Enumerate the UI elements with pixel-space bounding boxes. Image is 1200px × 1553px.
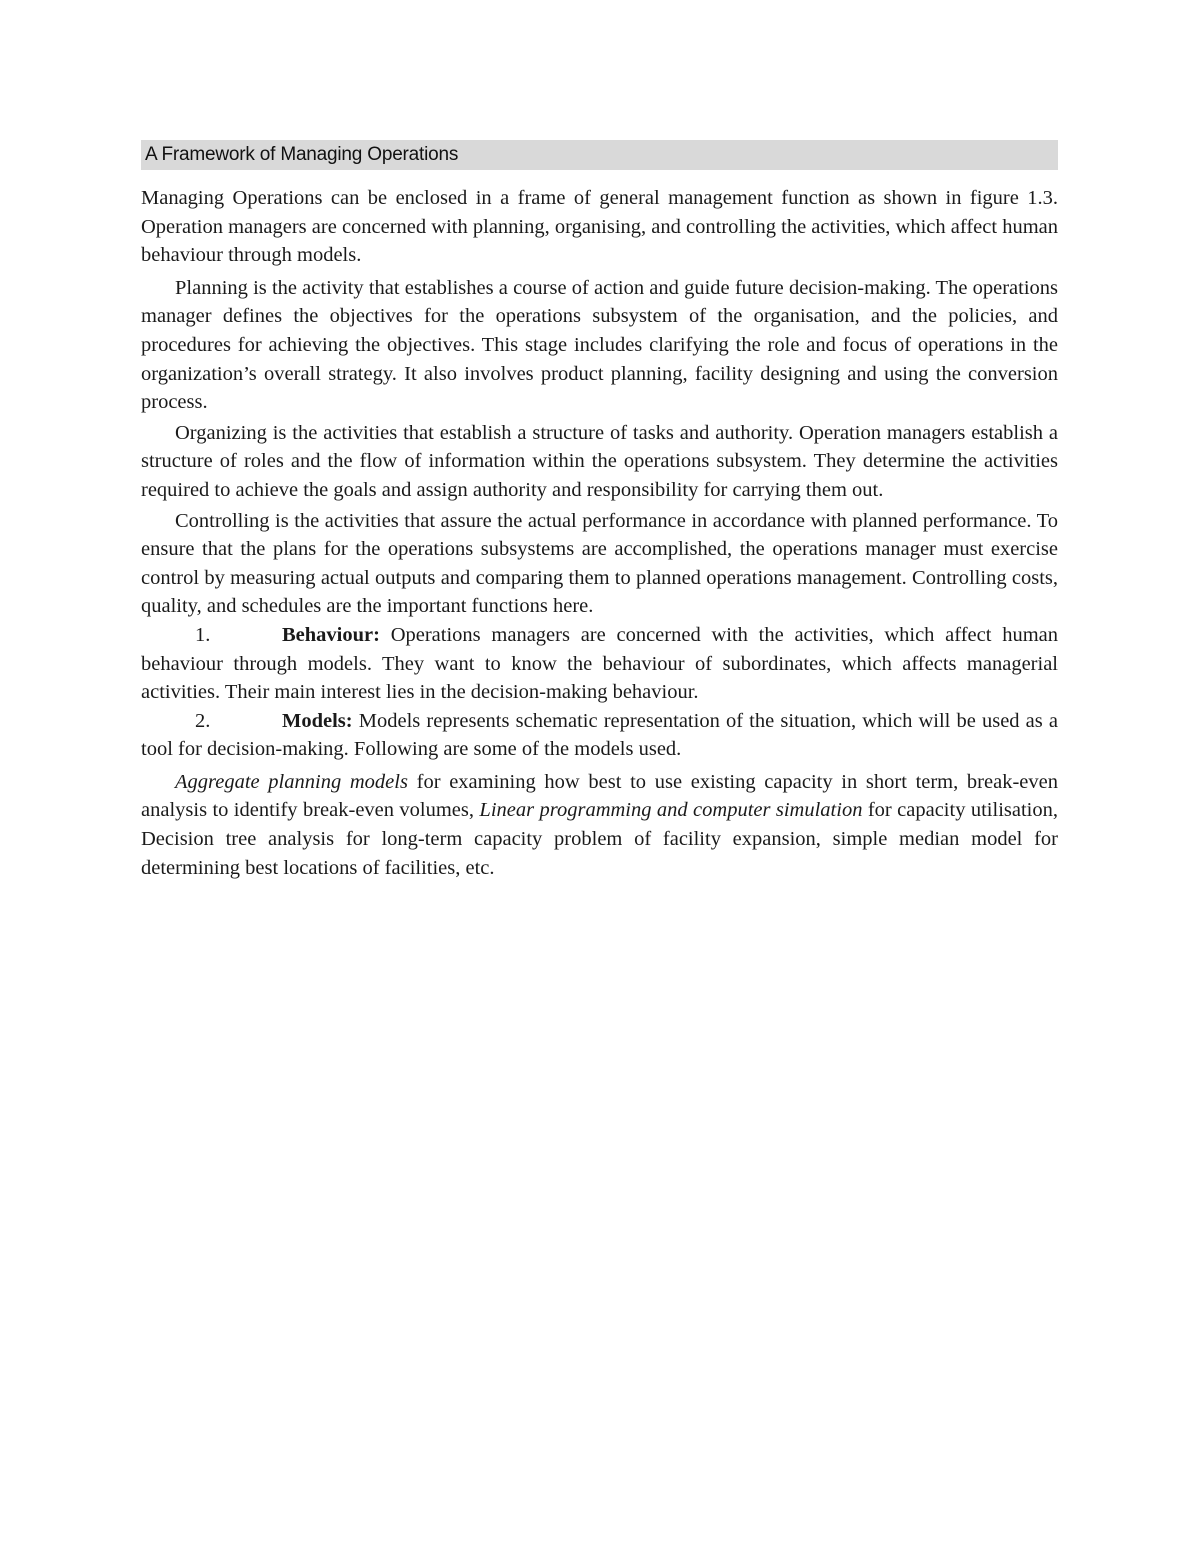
intro-paragraph: Managing Operations can be enclosed in a frame of general management function as shown in figure 1.3. Operation managers are concerned with planning, organising, and controlling the activities, which affect human behaviour through models. (141, 187, 1058, 267)
list-text: Models represents schematic representation of the situation, which will be used as a tool for decision-making. Following are some of the models used. (141, 709, 1058, 761)
list-number: 2. (195, 709, 211, 732)
list-text: Operations managers are concerned with the activities, which affect human behaviour through models. They want to know the behaviour of subordinates, which affects managerial activities. Their main interest lies in the decision-making behaviour. (141, 623, 1058, 704)
list-number: 1. (195, 623, 211, 646)
planning-paragraph: Planning is the activity that establishes a course of action and guide future decision-making. The operations manager defines the objectives for the operations subsystem of the organisation, and the policies, and procedures for achieving the objectives. This stage includes clarifying the role and focus of operations in the organization’s overall strategy. It also involves product planning, facility designing and using the conversion process. (141, 276, 1058, 414)
list-term: Models: (282, 709, 353, 732)
document-page (141, 140, 1058, 882)
section-heading: A Framework of Managing Operations (141, 140, 1058, 170)
models-text-2: for examining how best to use existing capacity in short term, break-even analysis to identify break-even volumes, (141, 770, 1058, 822)
list-item-models (141, 707, 1058, 764)
models-paragraph (141, 768, 1058, 882)
list-item-behaviour (141, 621, 1058, 707)
models-italic-3: Linear programming and computer simulation (479, 799, 863, 822)
controlling-paragraph: Controlling is the activities that assure the actual performance in accordance with planned performance. To ensure that the plans for the operations subsystems are accomplished, the operations manager must exercise control by measuring actual outputs and comparing them to planned operations management. Controlling costs, quality, and schedules are the important functions here. (141, 509, 1058, 618)
list-term: Behaviour: (282, 623, 380, 646)
organizing-paragraph: Organizing is the activities that establish a structure of tasks and authority. Operation managers establish a structure of roles and the flow of information within the operations subsystem. They determine the activities required to achieve the goals and assign authority and responsibility for carrying them out. (141, 421, 1058, 501)
models-text-4: for capacity utilisation, Decision tree analysis for long-term capacity problem of facility expansion, simple median model for determining best locations of facilities, etc. (141, 799, 1058, 879)
models-italic-1: Aggregate planning models (175, 770, 408, 793)
